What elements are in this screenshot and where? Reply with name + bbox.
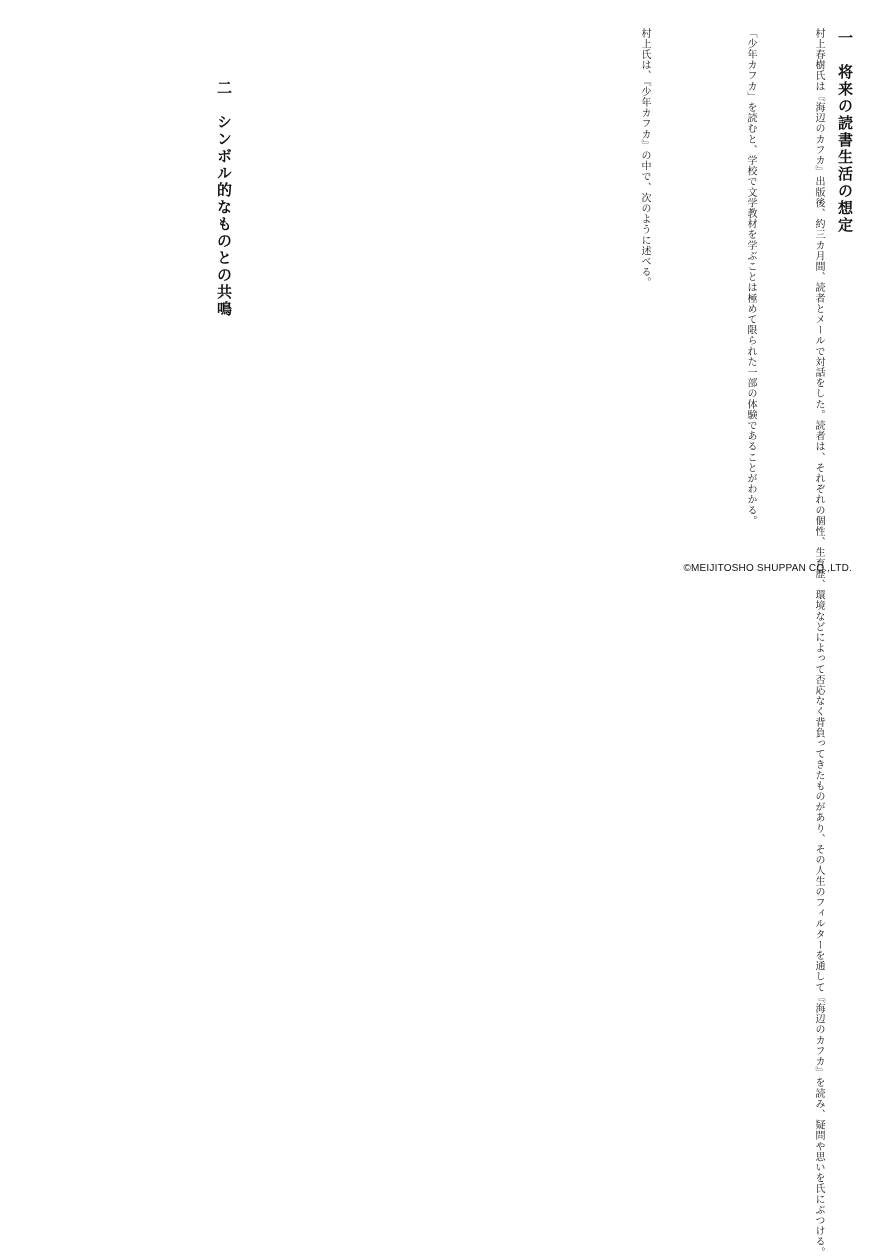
section1-paragraph: 村上氏は、『少年カフカ』の中で、次のように述べる。 [639, 28, 650, 288]
section1-paragraph: 村上春樹氏は『海辺のカフカ』出版後、約三カ月間、読者とメールで対話をした。読者は、それぞれの個性、生育歴、環境などによって否応なく背負ってきたものがあり、その人生のフィルターを通して『海辺のカフカ』を読み、疑問や思いを氏にぶつける。 [813, 28, 824, 1258]
section-heading-future-reading: 一 将来の読書生活の想定 [836, 30, 854, 234]
copyright-notice: ©MEIJITOSHO SHUPPAN CO.,LTD. [683, 563, 852, 574]
section1-paragraph: 「少年カフカ」を読むと、学校で文学教材を学ぶことは極めて限られた一部の体験であることがわかる。 [745, 28, 756, 527]
section-heading-symbolic-resonance: 二 シンボル的なものとの共鳴 [215, 80, 233, 318]
